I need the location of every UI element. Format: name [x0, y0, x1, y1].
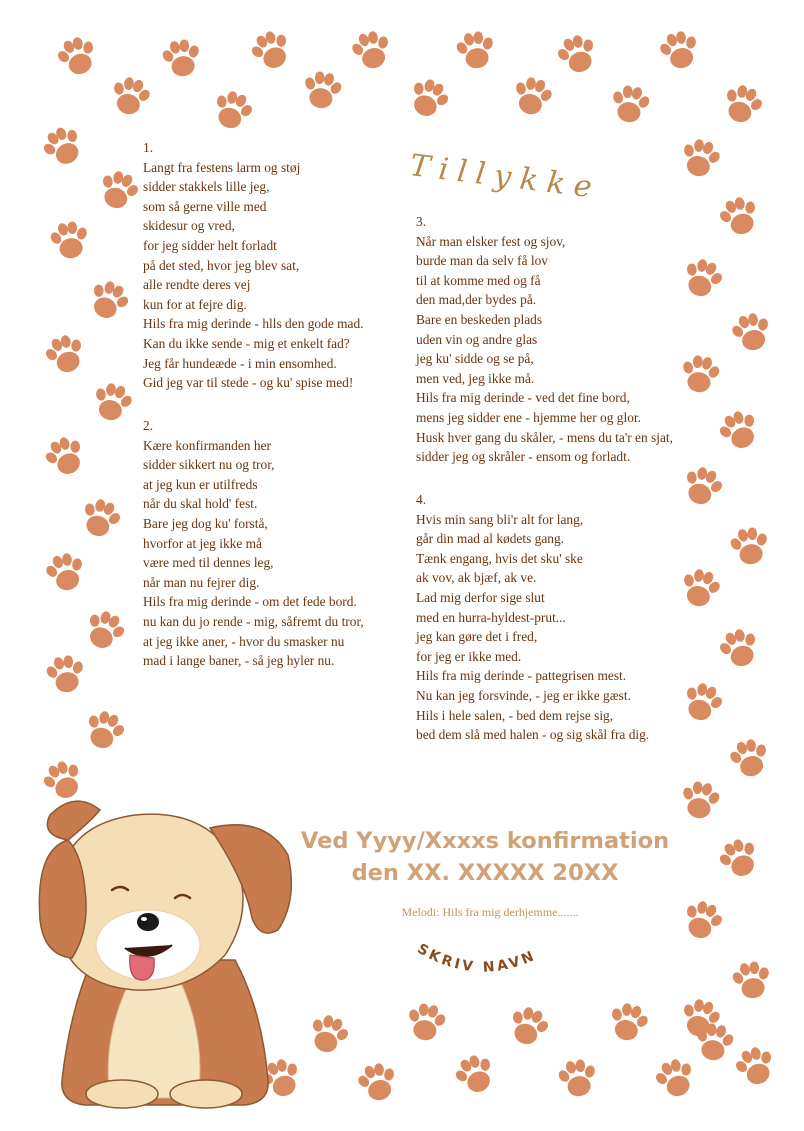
verse-line: at jeg ikke aner, - hvor du smasker nu	[143, 633, 345, 649]
paw-print-icon	[729, 958, 775, 1001]
verse-line: Jeg får hundeæde - i min ensomhed.	[143, 355, 337, 371]
paw-print-icon	[159, 36, 205, 79]
paw-print-icon	[604, 999, 652, 1045]
verse-line: men ved, jeg ikke må.	[416, 370, 535, 386]
paw-print-icon	[83, 275, 135, 325]
verse-line: jeg ku' sidde og se på,	[416, 351, 534, 367]
verse-3	[416, 212, 673, 467]
paw-print-icon	[727, 524, 773, 567]
paw-print-icon	[304, 1010, 354, 1058]
paw-print-icon	[208, 86, 258, 134]
paw-print-icon	[299, 68, 345, 111]
verse-line: for jeg er ikke med.	[416, 648, 522, 664]
paw-print-icon	[94, 166, 144, 214]
verse-line: bed dem slå med halen - og sig skål fra dig.	[416, 727, 650, 743]
paw-print-icon	[52, 32, 102, 80]
verse-line: Husk hver gang du skåler, - mens du ta'r en sjat,	[416, 429, 673, 445]
paw-print-icon	[678, 254, 728, 302]
paw-print-icon	[80, 706, 130, 754]
verse-line: Tænk engang, hvis det sku' ske	[416, 550, 583, 566]
verse-line: uden vin og andre glas	[416, 331, 538, 347]
paw-print-icon	[403, 1000, 449, 1043]
paw-print-icon	[730, 1042, 780, 1090]
event-title: Ved Yyyy/Xxxxs konfirmation	[300, 828, 670, 854]
paw-print-icon	[650, 1054, 700, 1102]
verse-line: den mad,der bydes på.	[416, 292, 537, 308]
paw-print-icon	[36, 120, 89, 172]
paw-print-icon	[714, 192, 764, 240]
verse-line: Gid jeg var til stede - og ku' spise med!	[143, 375, 354, 391]
event-date: den XX. XXXXX 20XX	[351, 860, 619, 886]
verse-line: være med til dennes leg,	[143, 555, 274, 571]
paw-print-icon	[725, 735, 773, 781]
verse-line: Bare en beskeden plads	[416, 311, 543, 327]
paw-print-icon	[47, 218, 93, 261]
paw-print-icon	[453, 28, 499, 71]
paw-print-icon	[676, 135, 724, 181]
signature-arc	[405, 935, 570, 995]
paw-print-icon	[718, 80, 768, 128]
verse-number: 1.	[143, 140, 154, 155]
verse-line: for jeg sidder helt forladt	[143, 237, 277, 253]
verse-line: på det sted, hvor jeg blev sat,	[143, 257, 300, 273]
verse-line: til at komme med og få	[416, 272, 541, 288]
melody-note: Melodi: Hils fra mig derhjemme.......	[401, 905, 579, 919]
page-title: Tillykke	[407, 148, 603, 207]
verse-line: med en hurra-hyldest-prut...	[416, 609, 566, 625]
verse-line: Bare jeg dog ku' forstå,	[143, 515, 268, 531]
verse-line: Nu kan jeg forsvinde, - jeg er ikke gæst.	[416, 687, 631, 703]
verse-line: Hvis min sang bli'r alt for lang,	[416, 511, 584, 527]
paw-print-icon	[677, 778, 723, 821]
verse-1	[143, 138, 364, 393]
paw-print-icon	[40, 330, 90, 378]
verse-line: Langt fra festens larm og støj	[143, 159, 301, 175]
verse-line: at jeg kun er utilfreds	[143, 476, 258, 492]
verse-line: kun for at fejre dig.	[143, 296, 247, 312]
paw-print-icon	[39, 431, 91, 481]
paw-print-icon	[403, 73, 455, 123]
paw-print-icon	[552, 30, 602, 78]
verse-line: burde man da selv få lov	[416, 253, 549, 269]
verse-line: Lad mig derfor sige slut	[416, 589, 545, 605]
verse-line: Kan du ikke sende - mig et enkelt fad?	[143, 335, 350, 351]
verse-line: nu kan du jo rende - mig, såfremt du tror,	[143, 613, 364, 629]
paw-print-icon	[727, 309, 775, 355]
paw-print-icon	[245, 25, 297, 75]
verse-line: mens jeg sidder ene - hjemme her og glor.	[416, 409, 641, 425]
verse-line: ak vov, ak bjæf, ak ve.	[416, 570, 537, 586]
verse-line: Hils fra mig derinde - ved det fine bord,	[416, 390, 630, 406]
paw-print-icon	[79, 605, 131, 655]
verse-line: Hils i hele salen, - bed dem rejse sig,	[416, 707, 614, 723]
verse-line: når man nu fejrer dig.	[143, 574, 260, 590]
verse-line: som så gerne ville med	[143, 198, 267, 214]
paw-print-icon	[88, 379, 136, 425]
verse-line: skidesur og vred,	[143, 218, 235, 234]
paw-print-icon	[43, 652, 89, 695]
verse-line: Hils fra mig derinde - hlls den gode mad.	[143, 316, 364, 332]
verse-line: går din mad al kødets gang.	[416, 531, 565, 547]
verse-line: sidder sikkert nu og tror,	[143, 457, 275, 473]
paw-print-icon	[714, 624, 764, 672]
verse-line: alle rendte deres vej	[143, 277, 251, 293]
paw-print-icon	[655, 27, 703, 73]
verse-line: sidder jeg og skråler - ensom og forladt.	[416, 449, 631, 465]
paw-print-icon	[677, 352, 723, 395]
verse-line: når du skal hold' fest.	[143, 496, 258, 512]
paw-print-icon	[41, 549, 89, 595]
paw-print-icon	[713, 405, 765, 455]
verse-number: 4.	[416, 492, 427, 507]
verse-line: sidder stakkels lille jeg,	[143, 179, 270, 195]
verse-line: jeg kan gøre det i fred,	[416, 629, 538, 645]
paw-print-icon	[76, 494, 126, 542]
paw-print-icon	[353, 1059, 401, 1105]
verse-line: Hils fra mig derinde - pattegrisen mest.	[416, 668, 627, 684]
paw-print-icon	[508, 73, 556, 119]
paw-print-icon	[678, 678, 728, 726]
verse-2	[143, 416, 364, 671]
signature-label: SKRIV NAVN	[414, 940, 539, 976]
paw-print-icon	[449, 1049, 501, 1099]
paw-print-icon	[678, 896, 728, 944]
paw-print-icon	[555, 1056, 601, 1099]
verse-line: Når man elsker fest og sjov,	[416, 233, 566, 249]
paw-print-icon	[504, 1002, 554, 1050]
verse-line: Hils fra mig derinde - om det fede bord.	[143, 594, 357, 610]
signature-text	[415, 941, 539, 976]
paw-print-icon	[676, 565, 724, 611]
verse-line: mad i lange baner, - så jeg hyler nu.	[143, 653, 335, 669]
paw-print-icon	[106, 73, 154, 119]
paw-print-icon	[713, 833, 765, 883]
verse-4	[416, 490, 649, 745]
paw-print-icon	[607, 82, 653, 125]
verse-line: Kære konfirmanden her	[143, 437, 271, 453]
verse-line: hvorfor at jeg ikke må	[143, 535, 262, 551]
puppy-illustration	[30, 780, 295, 1110]
verse-number: 3.	[416, 214, 427, 229]
paw-print-icon	[678, 462, 728, 510]
paw-print-icon	[347, 27, 395, 73]
verse-number: 2.	[143, 418, 154, 433]
